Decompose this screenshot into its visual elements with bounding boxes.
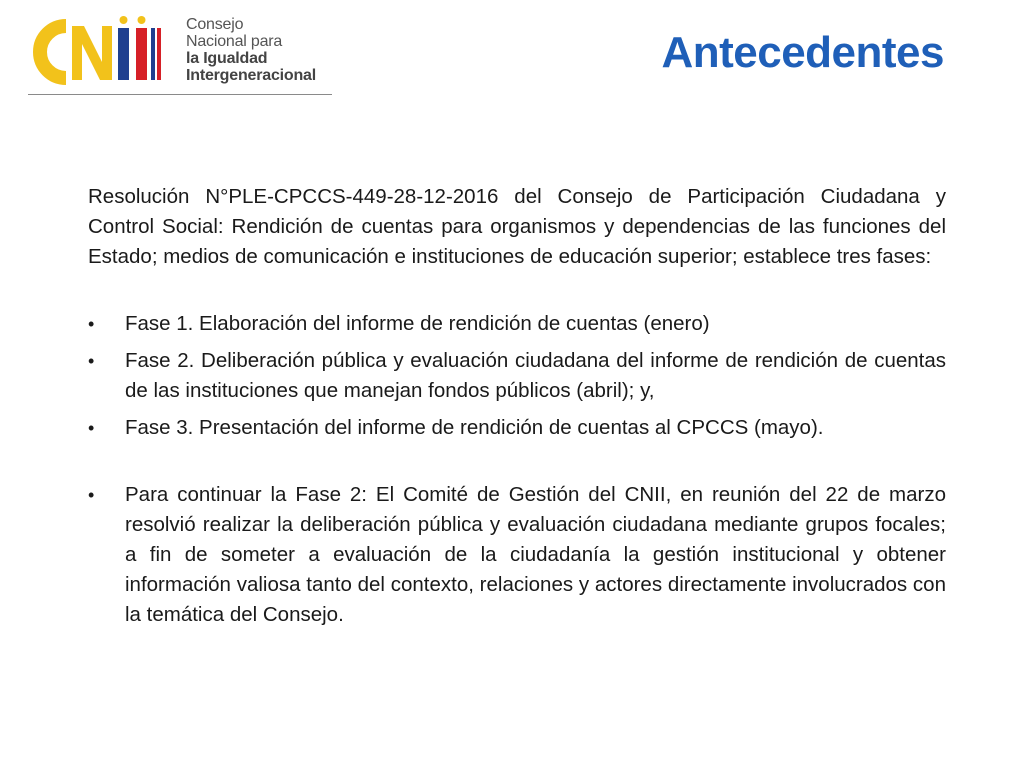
bullet-text: Para continuar la Fase 2: El Comité de Gestión del CNII, en reunión del 22 de marzo resolvió realizar la deliberación pública y evaluación ciudadana mediante grupos focales; a fin de someter a evaluación de la ciudadanía la gestión institucional y obtener información valiosa tanto del contexto, relaciones y actores directamente involucrados con la temática del Consejo.: [125, 483, 946, 626]
bullet-text: Fase 2. Deliberación pública y evaluación ciudadana del informe de rendición de cuentas de las instituciones que manejan fondos públicos (abril); y,: [125, 349, 946, 402]
logo-line-3: la Igualdad: [186, 50, 268, 67]
bullet-item: [88, 309, 946, 339]
bullet-icon: •: [88, 485, 95, 505]
bullet-icon: •: [88, 314, 95, 334]
logo-wordmark: [186, 16, 316, 84]
cnii-logo: [26, 12, 332, 98]
bullet-icon: •: [88, 351, 95, 371]
bullet-item: [88, 480, 946, 630]
bullet-text: Fase 1. Elaboración del informe de rendición de cuentas (enero): [125, 312, 710, 335]
cnii-logo-mark: [26, 12, 186, 92]
bullet-item: [88, 346, 946, 406]
slide-body: [88, 182, 946, 637]
logo-divider: [28, 94, 332, 95]
logo-line-2: Nacional para: [186, 33, 283, 50]
bullet-list: [88, 309, 946, 630]
bullet-icon: •: [88, 418, 95, 438]
intro-paragraph: Resolución N°PLE-CPCCS-449-28-12-2016 del Consejo de Participación Ciudadana y Control Social: Rendición de cuentas para organismos y dependencias de las funciones del Estado; medios de comunicación e instituciones de educación superior; establece tres fases:: [88, 185, 946, 268]
bullet-text: Fase 3. Presentación del informe de rendición de cuentas al CPCCS (mayo).: [125, 416, 824, 439]
logo-line-1: Consejo: [186, 16, 244, 33]
slide-title: Antecedentes: [661, 28, 944, 77]
logo-line-4: Intergeneracional: [186, 67, 316, 84]
bullet-item: [88, 413, 946, 443]
